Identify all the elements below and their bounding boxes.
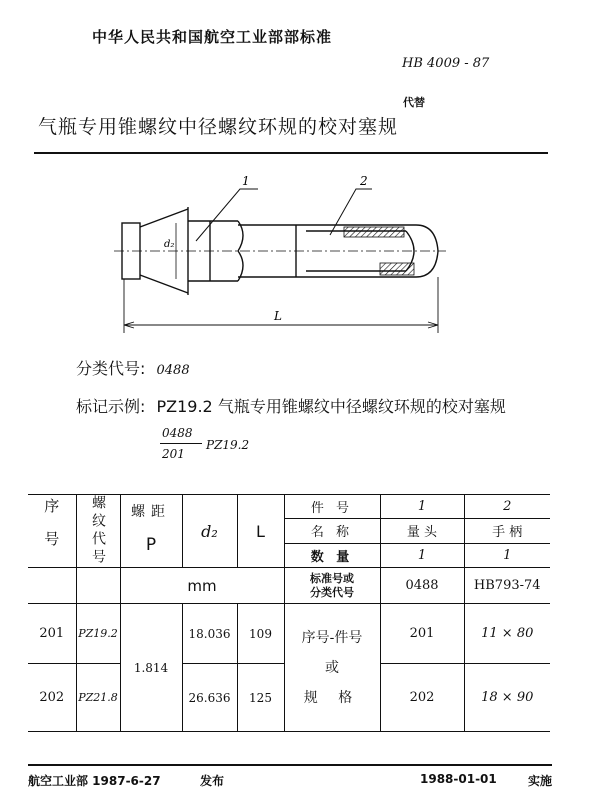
std-label-line2: 分类代号 — [310, 585, 354, 599]
footer-implement: 实施 — [528, 774, 553, 788]
std-label — [284, 568, 380, 604]
header-d2: d₂ — [182, 495, 237, 568]
header-seq-cont — [28, 568, 76, 604]
plug-gauge-drawing — [110, 165, 450, 337]
header-rule — [34, 152, 548, 154]
seq-note — [284, 604, 380, 732]
knurl-hatch-upper — [344, 227, 404, 237]
document-title: 气瓶专用锥螺纹中径螺纹环规的校对塞规 — [38, 116, 399, 138]
callout-2: 2 — [360, 174, 368, 188]
row-part1: 202 — [380, 664, 464, 732]
L-label: L — [274, 309, 282, 323]
part-no-1: 1 — [380, 495, 464, 519]
row-part1: 201 — [380, 604, 464, 664]
classification-line — [76, 356, 190, 379]
footer-issuer: 航空工业部 1987-6-27 — [28, 774, 161, 788]
name-label: 名 称 — [284, 519, 380, 543]
header-seq: 序号 — [28, 495, 76, 568]
d2-label: d₂ — [164, 239, 175, 250]
spec-table — [28, 494, 550, 732]
seq-note-line2: 或 — [325, 659, 339, 676]
qty-2: 1 — [464, 543, 550, 567]
replaces-label: 代替 — [403, 96, 425, 109]
std-label-line1: 标准号或 — [310, 571, 354, 585]
marking-text: PZ19.2 气瓶专用锥螺纹中径螺纹环规的校对塞规 — [156, 397, 506, 416]
standard-number: HB 4009 - 87 — [402, 56, 490, 71]
marking-fraction — [160, 426, 202, 461]
header-thread-code: 螺纹代号 — [76, 495, 120, 568]
row-L: 109 — [237, 604, 284, 664]
row-d2: 26.636 — [182, 664, 237, 732]
leader-1 — [196, 189, 258, 241]
seq-note-line1: 序号-件号 — [301, 629, 363, 646]
issuing-organization: 中华人民共和国航空工业部部标准 — [92, 28, 333, 46]
row-thread-code: PZ19.2 — [76, 604, 120, 664]
name-2: 手 柄 — [464, 519, 550, 543]
qty-1: 1 — [380, 543, 464, 567]
row-seq: 202 — [28, 664, 76, 732]
pitch-value: 1.814 — [120, 604, 182, 732]
row-thread-code: PZ21.8 — [76, 664, 120, 732]
callout-1: 1 — [242, 174, 250, 188]
header-thread-cont — [76, 568, 120, 604]
fraction-suffix: PZ19.2 — [206, 438, 250, 452]
footer-published: 发布 — [200, 774, 225, 788]
classification-code: 0488 — [156, 363, 190, 378]
name-1: 量 头 — [380, 519, 464, 543]
seq-note-line3: 规 格 — [303, 689, 361, 706]
header-L: L — [237, 495, 284, 568]
part-no-label: 件 号 — [284, 495, 380, 519]
row-part2: 18 × 90 — [464, 664, 550, 732]
header-pitch-label: 螺距 — [131, 504, 171, 520]
std-1: 0488 — [380, 568, 464, 604]
table-row — [28, 604, 550, 664]
marking-label: 标记示例: — [76, 397, 146, 416]
dimension-L — [124, 277, 438, 333]
row-d2: 18.036 — [182, 604, 237, 664]
marking-line — [76, 394, 506, 417]
std-2: HB793-74 — [464, 568, 550, 604]
part-no-2: 2 — [464, 495, 550, 519]
fraction-bottom: 201 — [162, 447, 185, 461]
qty-label: 数 量 — [284, 543, 380, 567]
footer-effective-date: 1988-01-01 — [420, 772, 497, 786]
header-pitch-P: P — [145, 535, 157, 555]
row-seq: 201 — [28, 604, 76, 664]
footer-rule — [28, 764, 552, 766]
row-part2: 11 × 80 — [464, 604, 550, 664]
classification-label: 分类代号: — [76, 359, 146, 378]
unit-mm: mm — [120, 568, 284, 604]
header-pitch — [120, 495, 182, 568]
fraction-top: 0488 — [162, 426, 193, 440]
knurl-hatch-lower — [380, 263, 414, 275]
row-L: 125 — [237, 664, 284, 732]
